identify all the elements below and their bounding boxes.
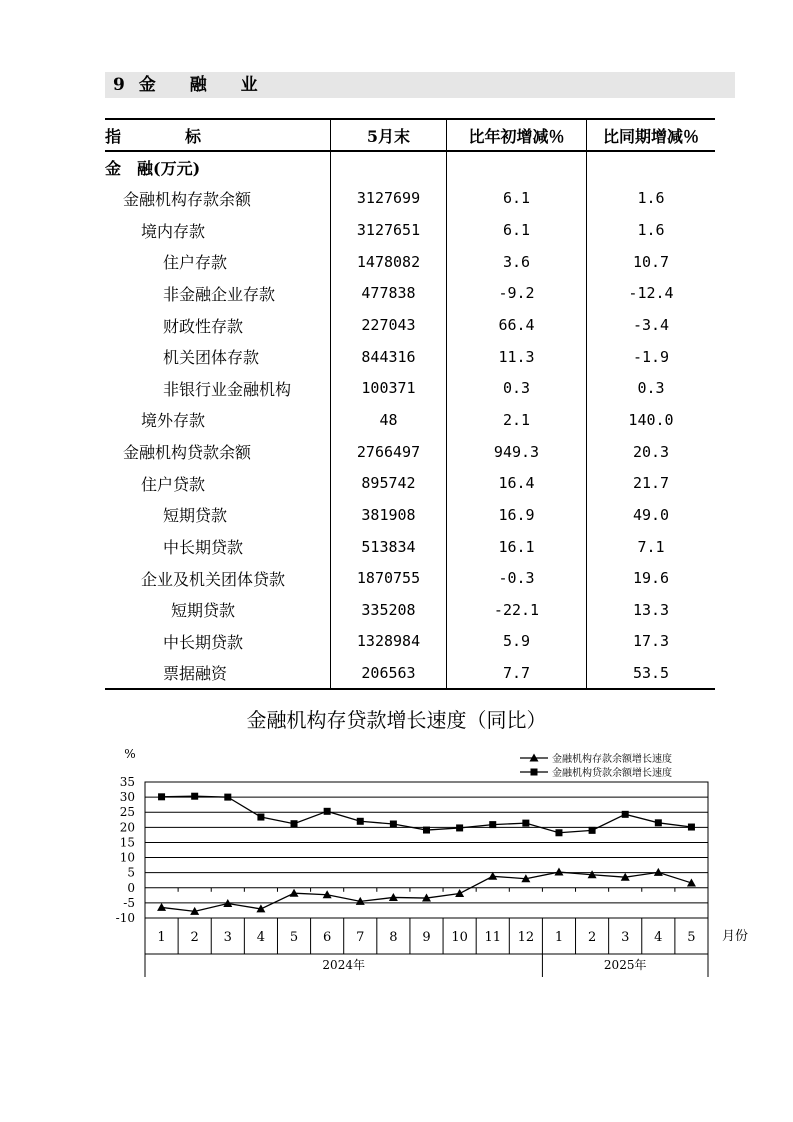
table-row	[105, 183, 715, 215]
year-label: 2025年	[603, 958, 647, 972]
loan-growth-point	[324, 808, 331, 815]
row-value: 381908	[331, 499, 447, 531]
row-value: 513834	[331, 531, 447, 563]
header-yoy-change: 比同期增减％	[587, 119, 716, 151]
row-value: 895742	[331, 467, 447, 499]
y-tick-label: 0	[127, 880, 135, 895]
row-ytd-change: -0.3	[447, 562, 587, 594]
section-title-char-3: 业	[240, 75, 259, 95]
table-row	[105, 436, 715, 468]
table-row	[105, 214, 715, 246]
row-value: 335208	[331, 594, 447, 626]
table-row	[105, 151, 715, 183]
row-value: 3127699	[331, 183, 447, 215]
table-row	[105, 246, 715, 278]
section-number: 9	[113, 75, 126, 95]
row-label: 境内存款	[141, 221, 206, 241]
row-value	[331, 151, 447, 183]
row-label: 中长期贷款	[163, 632, 244, 652]
table-row	[105, 562, 715, 594]
row-yoy-change: 1.6	[587, 214, 716, 246]
row-ytd-change: 7.7	[447, 657, 587, 689]
row-value: 206563	[331, 657, 447, 689]
row-value: 2766497	[331, 436, 447, 468]
x-axis-label: 月份	[721, 929, 749, 944]
row-ytd-change: 949.3	[447, 436, 587, 468]
row-yoy-change: -3.4	[587, 309, 716, 341]
row-value: 477838	[331, 278, 447, 310]
row-yoy-change: 21.7	[587, 467, 716, 499]
row-yoy-change: 19.6	[587, 562, 716, 594]
table-row	[105, 467, 715, 499]
legend-entry: 金融机构存款余额增长速度	[552, 754, 672, 765]
loan-growth-point	[489, 821, 496, 828]
row-label: 票据融资	[105, 657, 331, 689]
row-yoy-change: 49.0	[587, 499, 716, 531]
loan-growth-point	[291, 820, 298, 827]
header-ytd-change: 比年初增减％	[447, 119, 587, 151]
table-row	[105, 404, 715, 436]
row-ytd-change: 16.9	[447, 499, 587, 531]
x-tick-label: 12	[517, 930, 535, 945]
row-ytd-change: 3.6	[447, 246, 587, 278]
row-label: 机关团体存款	[163, 348, 260, 368]
finance-table	[105, 118, 715, 690]
row-value: 1870755	[331, 562, 447, 594]
row-yoy-change: 17.3	[587, 626, 716, 658]
table-row	[105, 499, 715, 531]
loan-growth-point	[191, 793, 198, 800]
row-label: 财政性存款	[163, 316, 244, 336]
deposit-growth-point	[654, 868, 663, 876]
y-tick-label: 35	[119, 775, 135, 789]
deposit-growth-point	[455, 889, 464, 897]
growth-line-chart	[0, 740, 793, 985]
y-tick-label: 30	[119, 790, 135, 805]
row-value: 1478082	[331, 246, 447, 278]
row-value: 100371	[331, 372, 447, 404]
row-yoy-change: -1.9	[587, 341, 716, 373]
loan-growth-point	[589, 827, 596, 834]
row-value: 1328984	[331, 626, 447, 658]
x-tick-label: 7	[356, 930, 365, 945]
loan-growth-point	[357, 818, 364, 825]
loan-growth-point	[423, 827, 430, 834]
row-yoy-change: 0.3	[587, 372, 716, 404]
table-row	[105, 657, 715, 689]
row-ytd-change: 11.3	[447, 341, 587, 373]
row-ytd-change: 6.1	[447, 183, 587, 215]
section-title-char-2: 融	[189, 75, 208, 95]
row-yoy-change: 7.1	[587, 531, 716, 563]
section-header	[105, 72, 735, 98]
row-label: 金融机构贷款余额	[123, 443, 252, 463]
loan-growth-point	[158, 793, 165, 800]
row-ytd-change: -22.1	[447, 594, 587, 626]
row-yoy-change: 13.3	[587, 594, 716, 626]
row-label: 中长期贷款	[163, 538, 244, 557]
loan-growth-point	[224, 794, 231, 801]
header-may-end: 5月末	[331, 119, 447, 151]
row-yoy-change: 20.3	[587, 436, 716, 468]
row-label: 金融机构存款余额	[123, 189, 252, 209]
chart-title: 金融机构存贷款增长速度（同比）	[246, 708, 547, 732]
x-tick-label: 1	[157, 930, 166, 945]
loan-growth-point	[522, 820, 529, 827]
row-yoy-change	[587, 151, 716, 183]
row-label: 非银行业金融机构	[163, 379, 292, 399]
row-value: 227043	[331, 309, 447, 341]
x-tick-label: 2	[190, 930, 199, 945]
row-ytd-change: 5.9	[447, 626, 587, 658]
x-tick-label: 3	[223, 930, 232, 945]
table-row	[105, 309, 715, 341]
row-label: 短期贷款	[163, 506, 228, 526]
y-tick-label: -10	[115, 911, 135, 925]
x-tick-label: 9	[422, 930, 431, 945]
table-body	[105, 151, 715, 689]
x-tick-label: 11	[484, 930, 502, 945]
row-ytd-change: 2.1	[447, 404, 587, 436]
row-ytd-change	[447, 151, 587, 183]
row-yoy-change: 53.5	[587, 657, 716, 689]
y-tick-label: -5	[123, 895, 135, 910]
loan-growth-point	[456, 824, 463, 831]
row-label: 住户贷款	[141, 474, 206, 494]
y-tick-label: 10	[119, 850, 135, 865]
loan-growth-point	[390, 821, 397, 828]
table-row	[105, 531, 715, 563]
row-ytd-change: 16.4	[447, 467, 587, 499]
row-yoy-change: 1.6	[587, 183, 716, 215]
row-label: 住户存款	[163, 253, 228, 273]
row-label: 短期贷款	[171, 601, 236, 621]
x-tick-label: 1	[554, 930, 564, 945]
row-value: 844316	[331, 341, 447, 373]
loan-growth-point	[655, 819, 662, 826]
x-tick-label: 2	[587, 930, 597, 945]
legend-marker	[531, 769, 538, 776]
y-axis-label: %	[124, 747, 136, 761]
row-label: 境外存款	[141, 411, 206, 431]
x-tick-label: 3	[621, 930, 630, 945]
row-ytd-change: 6.1	[447, 214, 587, 246]
row-yoy-change: 140.0	[587, 404, 716, 436]
loan-growth-point	[257, 814, 264, 821]
x-tick-label: 5	[289, 930, 299, 945]
year-label: 2024年	[322, 958, 365, 972]
row-ytd-change: 16.1	[447, 531, 587, 563]
row-ytd-change: 0.3	[447, 372, 587, 404]
deposit-growth-point	[554, 868, 563, 876]
section-title-char-1: 金	[138, 75, 157, 95]
row-ytd-change: -9.2	[447, 278, 587, 310]
table-row	[105, 278, 715, 310]
loan-growth-point	[688, 824, 695, 831]
row-label: 企业及机关团体贷款	[141, 569, 286, 589]
row-ytd-change: 66.4	[447, 309, 587, 341]
table-header-row	[105, 119, 715, 151]
row-value: 3127651	[331, 214, 447, 246]
table-row	[105, 626, 715, 658]
row-label: 金 融(万元)	[105, 158, 201, 178]
row-yoy-change: -12.4	[587, 278, 716, 310]
x-tick-label: 10	[451, 930, 468, 945]
x-tick-label: 4	[654, 930, 663, 945]
table-row	[105, 594, 715, 626]
x-tick-label: 6	[323, 930, 332, 945]
x-tick-label: 4	[256, 930, 266, 945]
y-tick-label: 20	[119, 820, 135, 835]
loan-growth-point	[622, 811, 629, 818]
row-value: 48	[331, 404, 447, 436]
x-tick-label: 8	[389, 930, 398, 945]
y-tick-label: 15	[119, 835, 135, 850]
legend-entry: 金融机构贷款余额增长速度	[552, 768, 672, 779]
deposit-growth-line	[162, 872, 692, 911]
table-row	[105, 372, 715, 404]
y-tick-label: 25	[119, 805, 135, 820]
loan-growth-point	[555, 829, 562, 836]
x-tick-label: 5	[687, 930, 696, 945]
header-indicator: 指 标	[105, 119, 331, 151]
table-row	[105, 341, 715, 373]
deposit-growth-point	[157, 903, 166, 911]
row-label: 非金融企业存款	[163, 284, 276, 304]
row-yoy-change: 10.7	[587, 246, 716, 278]
y-tick-label: 5	[127, 865, 135, 880]
